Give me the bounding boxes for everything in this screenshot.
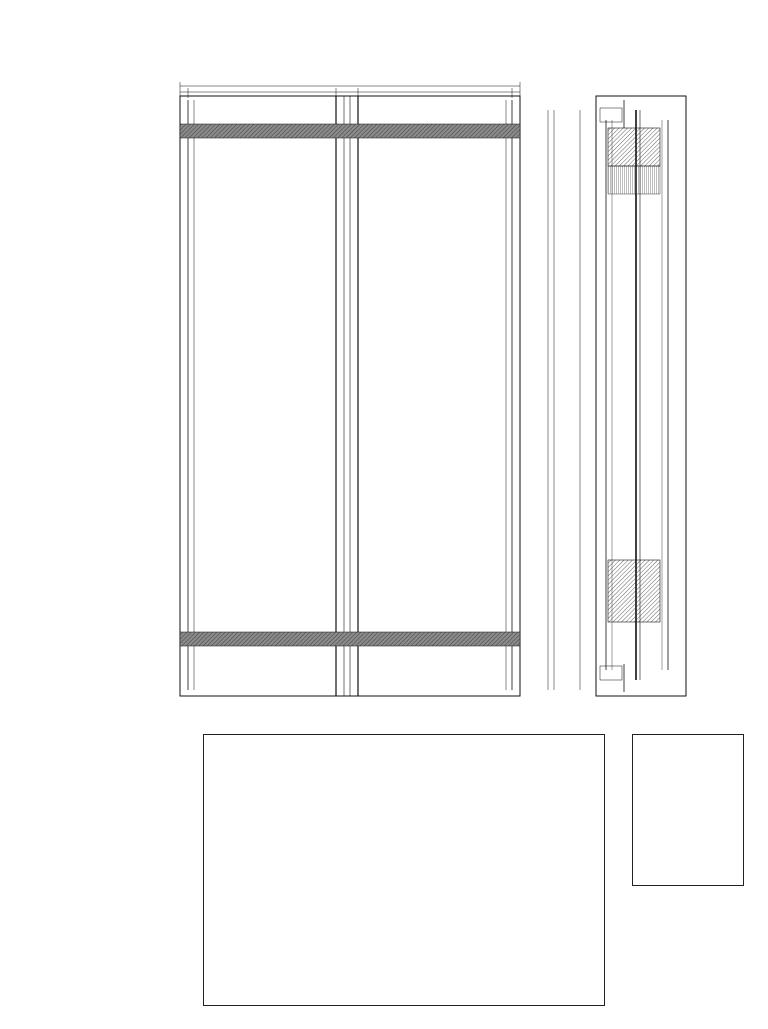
note-panel xyxy=(632,734,744,886)
notes-panel xyxy=(203,734,605,1006)
